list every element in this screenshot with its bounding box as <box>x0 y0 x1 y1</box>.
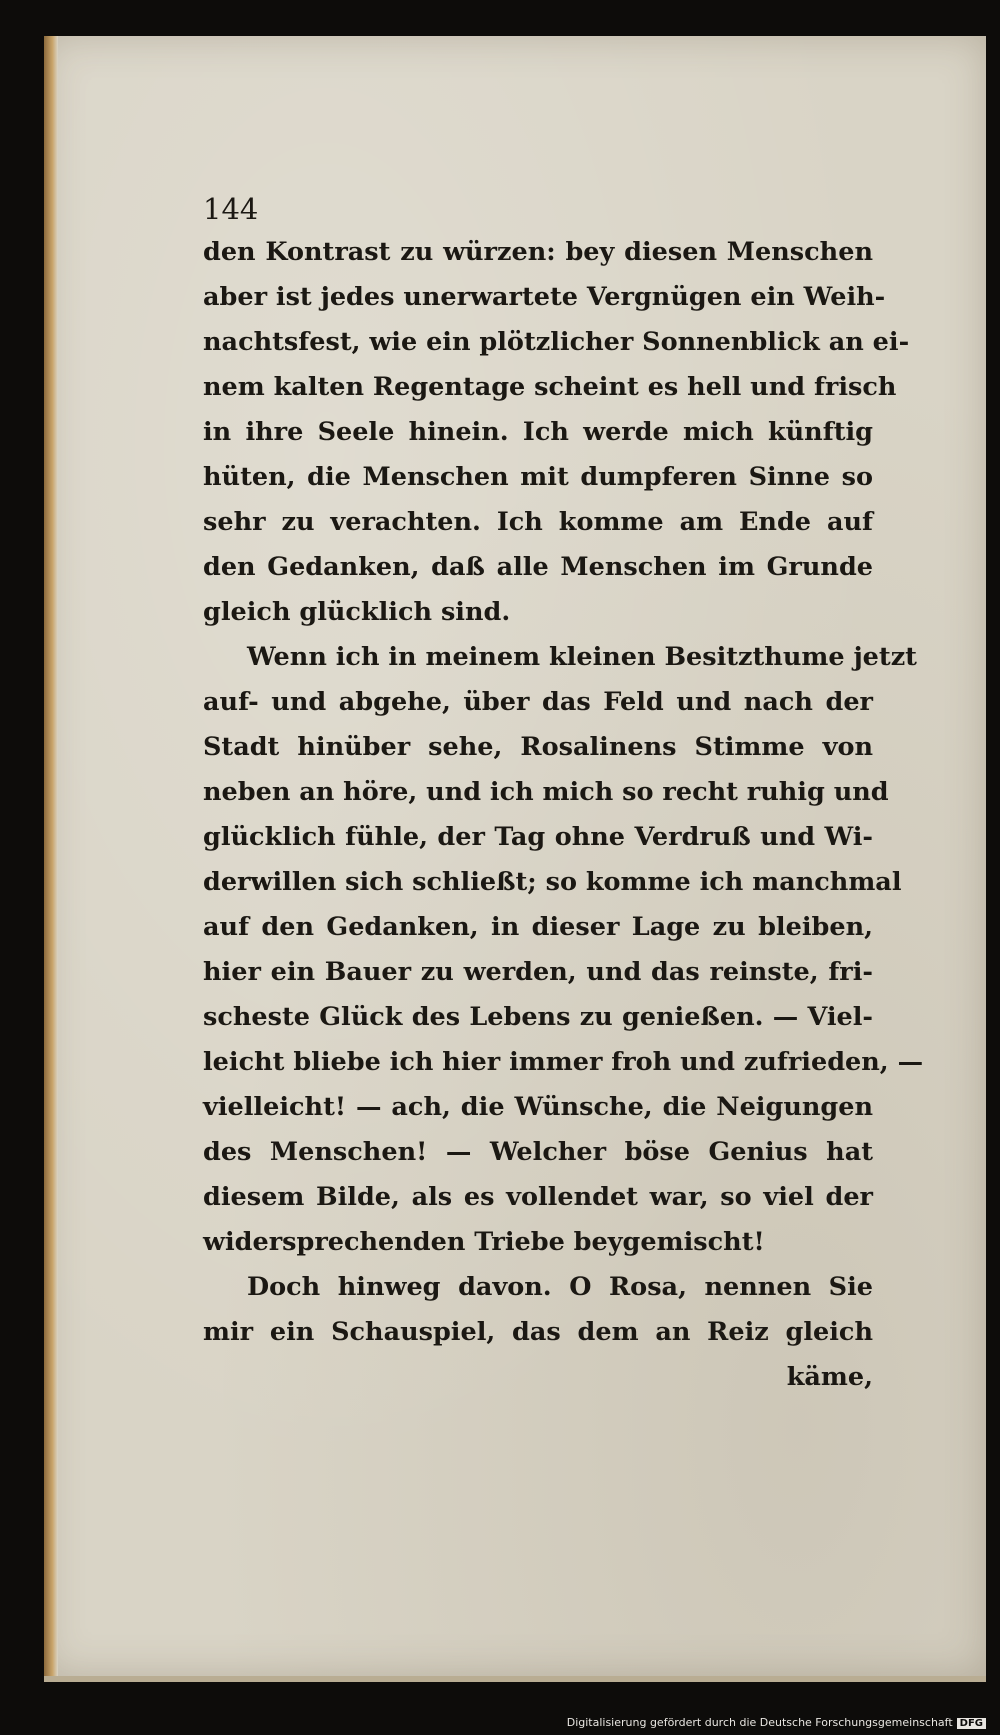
body-text <box>203 230 924 1400</box>
text-line: derwillen sich schließt; so komme ich manchmal <box>203 867 902 897</box>
page-bottom-edge <box>44 1676 986 1682</box>
text-line: hier ein Bauer zu werden, und das reinste, fri- <box>203 957 873 987</box>
text-line: aber ist jedes unerwartete Vergnügen ein Weih- <box>203 282 886 312</box>
text-line: gleich glücklich sind. <box>203 597 511 627</box>
page-spine-edge <box>44 36 58 1676</box>
text-line: des Menschen! — Welcher böse Genius hat <box>203 1137 873 1167</box>
credit-text: Digitalisierung gefördert durch die Deutsche Forschungsgemeinschaft <box>566 1716 953 1729</box>
page-number: 144 <box>203 192 259 226</box>
text-line: Stadt hinüber sehe, Rosalinens Stimme von <box>203 732 873 762</box>
text-line: Doch hinweg davon. O Rosa, nennen Sie <box>247 1272 873 1302</box>
text-line: glücklich fühle, der Tag ohne Verdruß und Wi- <box>203 822 873 852</box>
text-line: scheste Glück des Lebens zu genießen. — Viel- <box>203 1002 873 1032</box>
text-line: hüten, die Menschen mit dumpferen Sinne so <box>203 462 873 492</box>
digitization-credit <box>567 1716 986 1729</box>
text-line: vielleicht! — ach, die Wünsche, die Neigungen <box>203 1092 873 1122</box>
text-line: sehr zu verachten. Ich komme am Ende auf <box>203 507 873 537</box>
dfg-logo: DFG <box>957 1718 986 1729</box>
text-line: leicht bliebe ich hier immer froh und zufrieden, — <box>203 1047 924 1077</box>
text-line: neben an höre, und ich mich so recht ruhig und <box>203 777 889 807</box>
text-line: den Gedanken, daß alle Menschen im Grunde <box>203 552 873 582</box>
text-line: mir ein Schauspiel, das dem an Reiz gleich <box>203 1317 873 1347</box>
text-line: diesem Bilde, als es vollendet war, so viel der <box>203 1182 873 1212</box>
text-line: nachtsfest, wie ein plötzlicher Sonnenblick an ei- <box>203 327 910 357</box>
text-line: den Kontrast zu würzen: bey diesen Menschen <box>203 237 873 267</box>
text-line: auf den Gedanken, in dieser Lage zu bleiben, <box>203 912 873 942</box>
text-line: käme, <box>786 1362 873 1392</box>
text-line: widersprechenden Triebe beygemischt! <box>203 1227 765 1257</box>
text-line: in ihre Seele hinein. Ich werde mich künftig <box>203 417 873 447</box>
text-line: Wenn ich in meinem kleinen Besitzthume jetzt <box>247 642 917 672</box>
text-line: auf- und abgehe, über das Feld und nach der <box>203 687 873 717</box>
text-line: nem kalten Regentage scheint es hell und frisch <box>203 372 897 402</box>
